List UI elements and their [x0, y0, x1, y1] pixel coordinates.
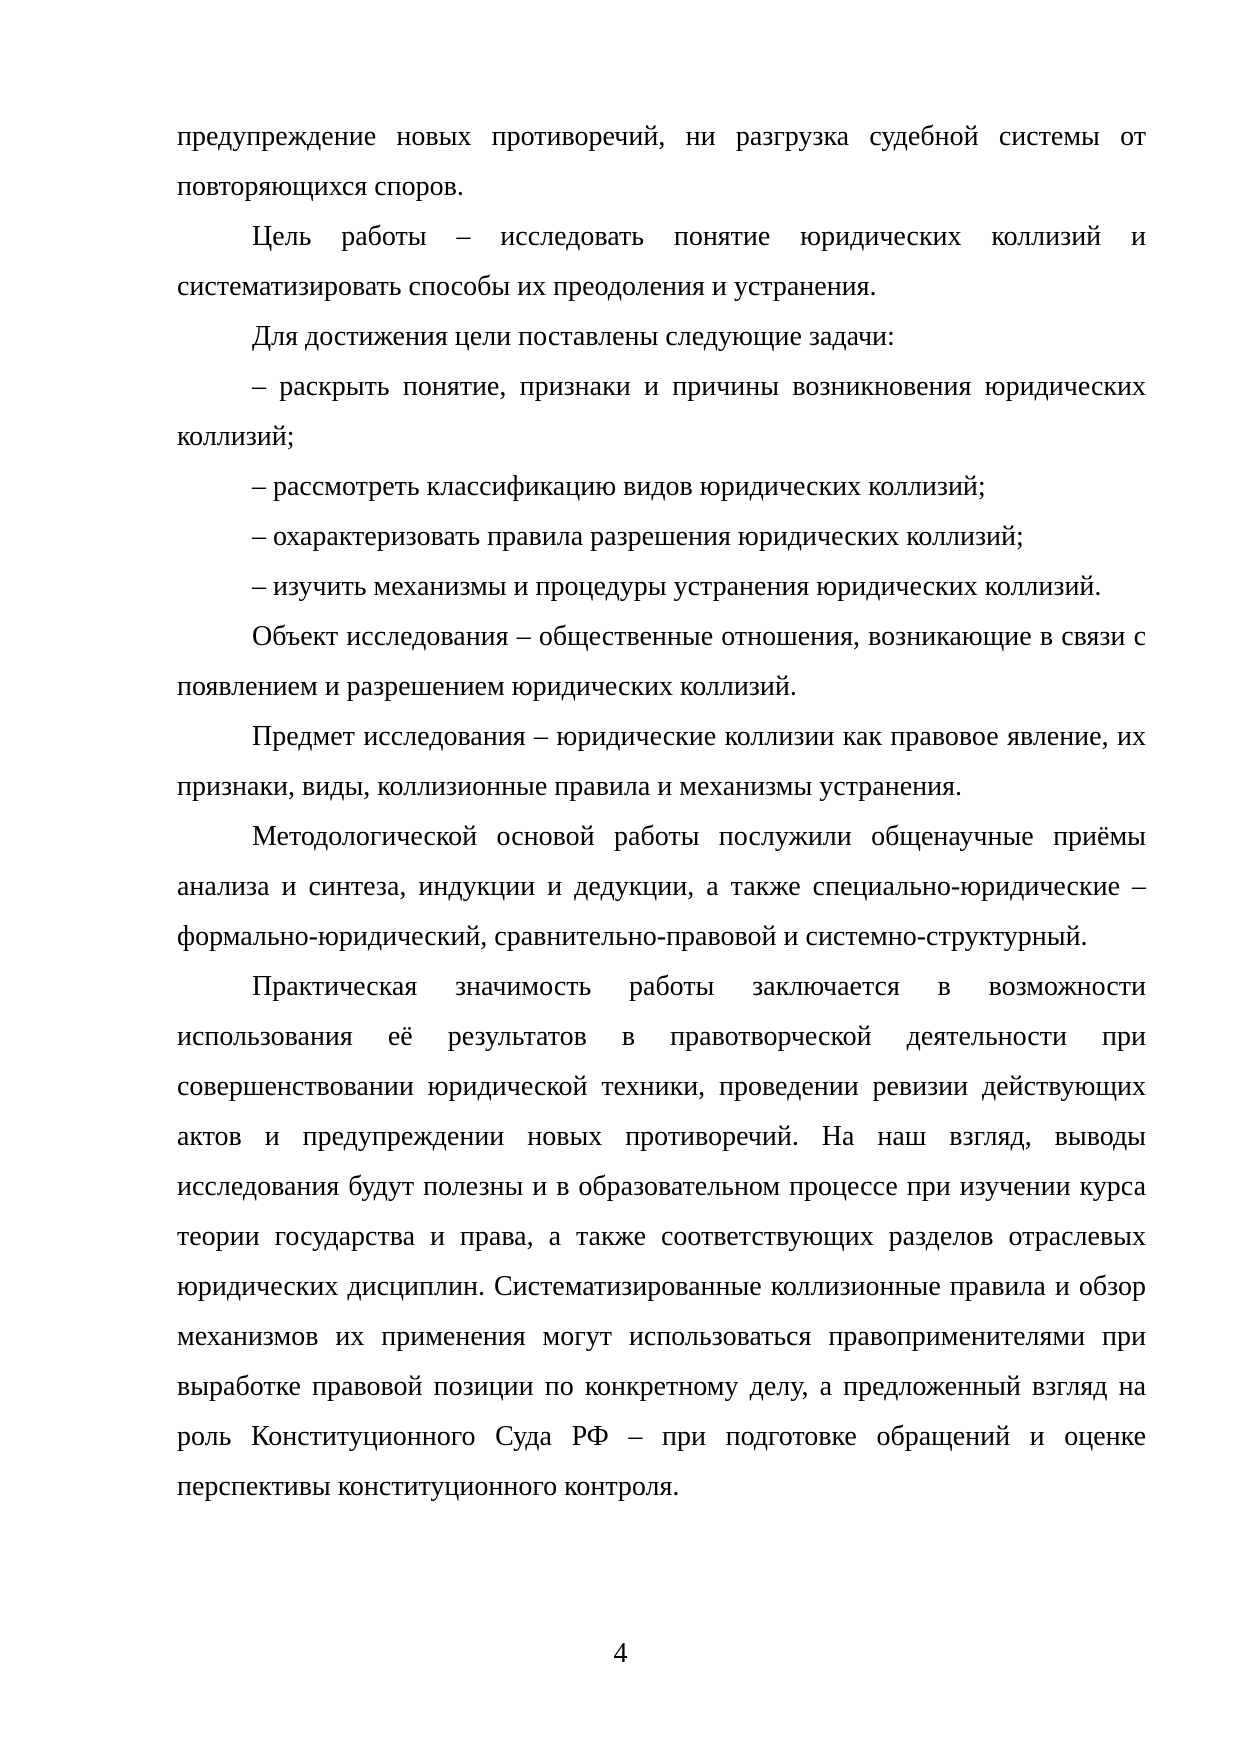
list-item: – рассмотреть классификацию видов юридических коллизий; [252, 471, 986, 502]
paragraph: Практическая значимость работы заключается в возможности использования её результатов в правотворческой деятельности при совершенствовании юридической техники, проведении ревизии действующих актов и предупреждении новых противоречий. На наш взгляд, выводы исследования будут полезны и в образовательном процессе при изучении курса теории государства и права, а также соответствующих разделов отраслевых юридических дисциплин. Систематизированные коллизионные правила и обзор механизмов их применения могут использоваться правоприменителями при выработке правовой позиции по конкретному делу, а предложенный взгляд на роль Конституционного Суда РФ – при подготовке обращений и оценке перспективы конституционного контроля. [177, 971, 1146, 1502]
paragraph: Методологической основой работы послужили общенаучные приёмы анализа и синтеза, индукции и дедукции, а также специально-юридические – формально-юридический, сравнительно-правовой и системно-структурный. [177, 821, 1146, 952]
paragraph: Объект исследования – общественные отношения, возникающие в связи с появлением и разрешением юридических коллизий. [177, 621, 1146, 702]
body-text [177, 112, 1146, 1512]
page-number: 4 [613, 1638, 628, 1669]
paragraph: Цель работы – исследовать понятие юридических коллизий и систематизировать способы их преодоления и устранения. [177, 221, 1146, 302]
paragraph: предупреждение новых противоречий, ни разгрузка судебной системы от повторяющихся споров. [177, 121, 1146, 202]
paragraph: Предмет исследования – юридические коллизии как правовое явление, их признаки, виды, коллизионные правила и механизмы устранения. [177, 721, 1146, 802]
list-item: – раскрыть понятие, признаки и причины возникновения юридических коллизий; [177, 371, 1146, 452]
list-item: – изучить механизмы и процедуры устранения юридических коллизий. [252, 571, 1102, 602]
list-item: – охарактеризовать правила разрешения юридических коллизий; [252, 521, 1024, 552]
paragraph: Для достижения цели поставлены следующие задачи: [252, 321, 895, 352]
